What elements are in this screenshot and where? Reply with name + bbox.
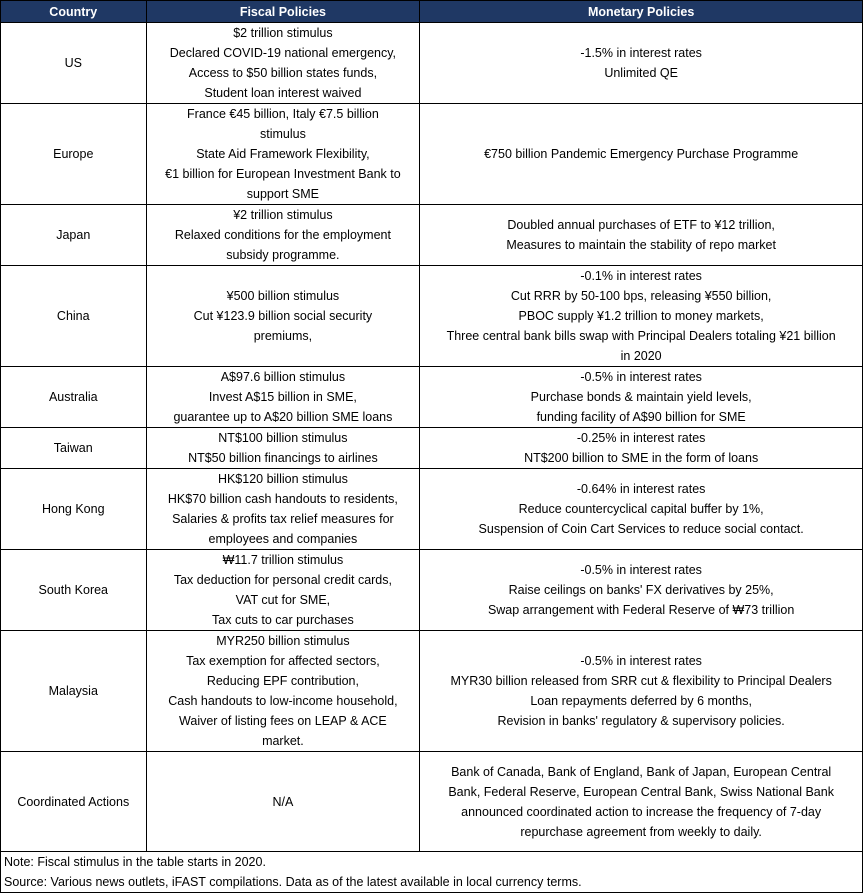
monetary-line: Bank, Federal Reserve, European Central Bank, Swiss National Bank [448, 784, 834, 799]
header-row [1, 1, 863, 23]
monetary-cell [420, 205, 863, 266]
monetary-line: Measures to maintain the stability of repo market [506, 238, 776, 252]
fiscal-cell [146, 367, 420, 428]
fiscal-line: VAT cut for SME, [235, 593, 331, 607]
monetary-line: repurchase agreement from weekly to daily. [520, 824, 762, 839]
country-cell: US [1, 23, 147, 104]
header-country: Country [1, 1, 147, 23]
fiscal-cell [146, 266, 420, 367]
notes-cell [1, 852, 863, 893]
fiscal-line: NT$50 billion financings to airlines [188, 451, 378, 465]
monetary-line: NT$200 billion to SME in the form of loans [524, 451, 759, 465]
monetary-line: Raise ceilings on banks' FX derivatives by 25%, [508, 583, 774, 597]
monetary-cell [420, 266, 863, 367]
fiscal-line: Relaxed conditions for the employment [174, 228, 391, 242]
country-cell: Hong Kong [1, 469, 147, 550]
table-row [1, 469, 863, 550]
fiscal-line: N/A [272, 794, 294, 809]
monetary-line: -0.25% in interest rates [576, 431, 706, 445]
fiscal-line: State Aid Framework Flexibility, [196, 147, 370, 161]
monetary-cell [420, 550, 863, 631]
monetary-line: -0.5% in interest rates [580, 563, 702, 577]
monetary-cell [420, 367, 863, 428]
fiscal-line: France €45 billion, Italy €7.5 billion [187, 107, 379, 121]
monetary-cell [420, 104, 863, 205]
fiscal-line: Tax cuts to car purchases [212, 613, 354, 627]
fiscal-line: ¥2 trillion stimulus [233, 208, 333, 222]
monetary-line: -0.64% in interest rates [576, 482, 706, 496]
header-monetary: Monetary Policies [420, 1, 863, 23]
monetary-line: Purchase bonds & maintain yield levels, [530, 390, 752, 404]
fiscal-line: support SME [246, 187, 320, 201]
fiscal-cell [146, 23, 420, 104]
fiscal-line: €1 billion for European Investment Bank to [165, 167, 401, 181]
fiscal-line: NT$100 billion stimulus [218, 431, 348, 445]
fiscal-line: Tax deduction for personal credit cards, [173, 573, 392, 587]
country-cell: Australia [1, 367, 147, 428]
fiscal-line: MYR250 billion stimulus [216, 634, 350, 648]
fiscal-line: Access to $50 billion states funds, [188, 66, 378, 80]
monetary-line: Loan repayments deferred by 6 months, [530, 694, 752, 708]
monetary-line: Unlimited QE [604, 66, 678, 80]
monetary-line: -1.5% in interest rates [580, 46, 702, 60]
fiscal-cell [146, 631, 420, 752]
fiscal-line: HK$70 billion cash handouts to residents, [167, 492, 398, 506]
fiscal-line: subsidy programme. [226, 248, 340, 262]
country-cell: Malaysia [1, 631, 147, 752]
table-row [1, 367, 863, 428]
country-cell: Taiwan [1, 428, 147, 469]
monetary-line: Suspension of Coin Cart Services to reduce social contact. [478, 522, 804, 536]
fiscal-line: Declared COVID-19 national emergency, [169, 46, 397, 60]
monetary-cell [420, 631, 863, 752]
monetary-line: Doubled annual purchases of ETF to ¥12 trillion, [507, 218, 775, 232]
fiscal-line: ¥500 billion stimulus [226, 289, 340, 303]
country-cell: South Korea [1, 550, 147, 631]
fiscal-cell [146, 550, 420, 631]
fiscal-line: employees and companies [208, 532, 358, 546]
monetary-cell [420, 428, 863, 469]
fiscal-line: HK$120 billion stimulus [217, 472, 348, 486]
fiscal-cell [146, 104, 420, 205]
fiscal-line: Tax exemption for affected sectors, [186, 654, 380, 668]
header-fiscal: Fiscal Policies [146, 1, 420, 23]
monetary-line: Cut RRR by 50-100 bps, releasing ¥550 billion, [510, 289, 772, 303]
monetary-line: Swap arrangement with Federal Reserve of ₩73 trillion [487, 603, 795, 617]
fiscal-line: premiums, [253, 329, 313, 343]
monetary-cell [420, 752, 863, 852]
monetary-line: -0.1% in interest rates [580, 269, 702, 283]
table-row [1, 631, 863, 752]
fiscal-line: Waiver of listing fees on LEAP & ACE [179, 714, 387, 728]
fiscal-cell [146, 205, 420, 266]
notes-row [1, 852, 863, 893]
fiscal-line: $2 trillion stimulus [233, 26, 333, 40]
fiscal-cell [146, 428, 420, 469]
monetary-cell [420, 23, 863, 104]
table-row [1, 266, 863, 367]
fiscal-line: Cash handouts to low-income household, [168, 694, 398, 708]
table-row [1, 205, 863, 266]
table-row [1, 550, 863, 631]
monetary-cell [420, 469, 863, 550]
fiscal-line: guarantee up to A$20 billion SME loans [173, 410, 393, 424]
note-line: Note: Fiscal stimulus in the table starts in 2020. [4, 855, 266, 869]
table-row [1, 428, 863, 469]
table-row [1, 752, 863, 852]
country-cell: Japan [1, 205, 147, 266]
monetary-line: -0.5% in interest rates [580, 370, 702, 384]
monetary-line: PBOC supply ¥1.2 trillion to money markets, [518, 309, 764, 323]
country-cell: Europe [1, 104, 147, 205]
table-row [1, 104, 863, 205]
fiscal-line: Invest A$15 billion in SME, [208, 390, 357, 404]
monetary-line: announced coordinated action to increase the frequency of 7-day [461, 804, 822, 819]
country-cell: Coordinated Actions [1, 752, 147, 852]
table-row [1, 23, 863, 104]
fiscal-cell [146, 469, 420, 550]
fiscal-line: Reducing EPF contribution, [206, 674, 359, 688]
note-line: Source: Various news outlets, iFAST compilations. Data as of the latest available in local currency terms. [4, 875, 582, 889]
fiscal-line: ₩11.7 trillion stimulus [222, 553, 344, 567]
monetary-line: MYR30 billion released from SRR cut & flexibility to Principal Dealers [450, 674, 832, 688]
monetary-line: -0.5% in interest rates [580, 654, 702, 668]
fiscal-line: Salaries & profits tax relief measures for [172, 512, 394, 526]
fiscal-line: Cut ¥123.9 billion social security [193, 309, 373, 323]
monetary-line: in 2020 [620, 349, 662, 363]
monetary-line: funding facility of A$90 billion for SME [536, 410, 746, 424]
country-cell: China [1, 266, 147, 367]
monetary-line: Bank of Canada, Bank of England, Bank of Japan, European Central [451, 764, 832, 779]
monetary-line: Three central bank bills swap with Principal Dealers totaling ¥21 billion [446, 329, 836, 343]
fiscal-cell [146, 752, 420, 852]
fiscal-line: Student loan interest waived [204, 86, 362, 100]
monetary-line: Reduce countercyclical capital buffer by 1%, [518, 502, 764, 516]
fiscal-line: market. [262, 734, 304, 748]
monetary-line: €750 billion Pandemic Emergency Purchase Programme [484, 147, 799, 161]
fiscal-line: A$97.6 billion stimulus [220, 370, 346, 384]
fiscal-line: stimulus [259, 127, 306, 141]
table-body [1, 23, 863, 852]
monetary-line: Revision in banks' regulatory & supervisory policies. [497, 714, 785, 728]
